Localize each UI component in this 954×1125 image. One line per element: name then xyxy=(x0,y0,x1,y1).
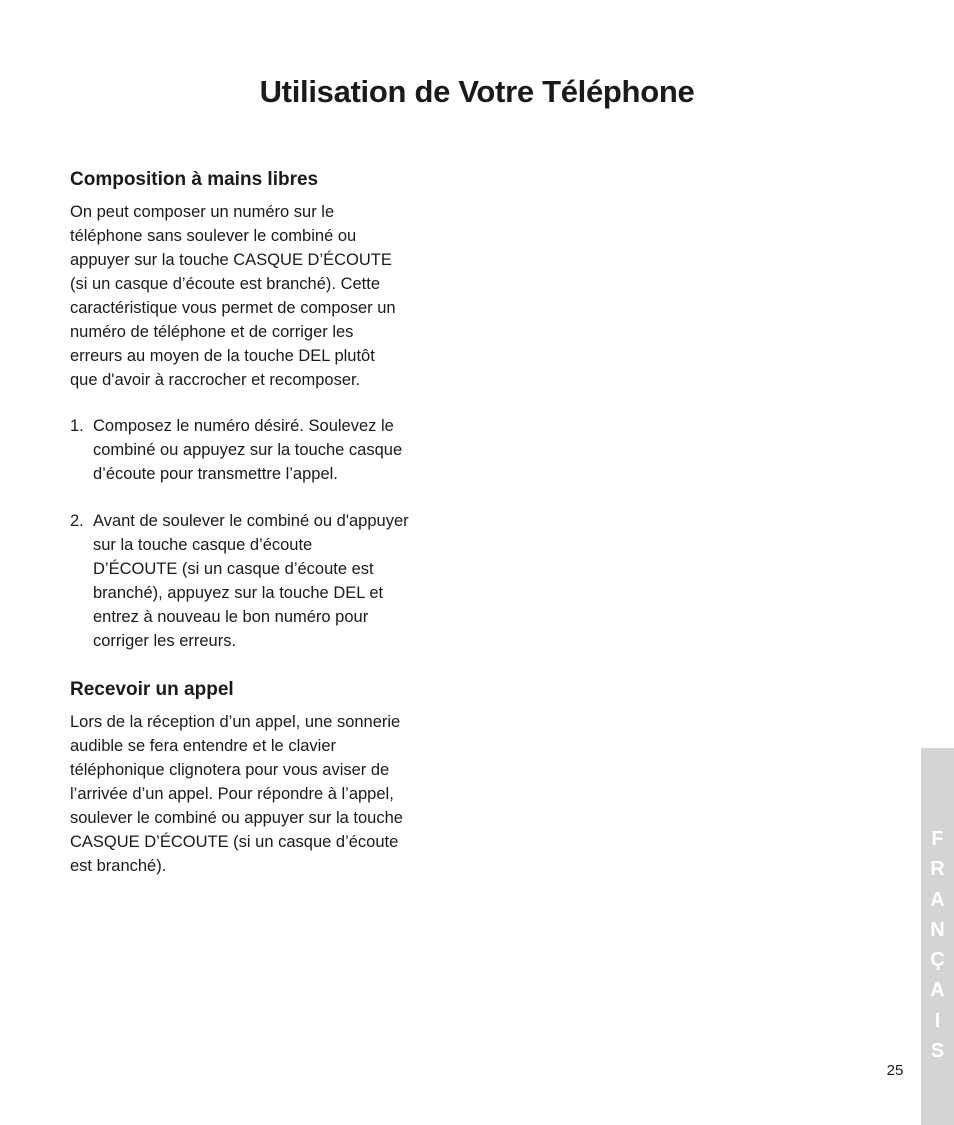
list-item xyxy=(70,509,460,653)
section-hands-free-dialing xyxy=(70,166,460,653)
page-number: 25 xyxy=(886,1062,904,1079)
step-text: Avant de soulever le combiné ou d'appuyer sur la touche casque d’écoute D’ÉCOUTE (si un casque d’écoute est branché), appuyez sur la touche DEL et entrez à nouveau le bon numéro pour corriger les erreurs. xyxy=(93,512,409,650)
side-letter: S xyxy=(930,1040,945,1063)
side-letter: N xyxy=(930,918,945,941)
step-text: Composez le numéro désiré. Soulevez le combiné ou appuyez sur la touche casque d’écoute pour transmettre l’appel. xyxy=(93,417,403,483)
section-heading-receiving-call: Recevoir un appel xyxy=(70,679,234,700)
side-letter: I xyxy=(934,1009,941,1032)
steps-list xyxy=(70,414,460,653)
step-number: 1. xyxy=(70,417,84,435)
side-letter: Ç xyxy=(930,949,945,972)
side-letter: F xyxy=(931,828,944,850)
side-letter: R xyxy=(930,858,945,881)
section-heading-hands-free: Composition à mains libres xyxy=(70,169,319,190)
intro-paragraph: On peut composer un numéro sur le téléphone sans soulever le combiné ou appuyer sur la touche CASQUE D’ÉCOUTE (si un casque d’écoute est branché). Cette caractéristique vous permet de composer un numéro de téléphone et de corriger les erreurs au moyen de la touche DEL plutôt que d'avoir à raccrocher et recomposer. xyxy=(70,203,396,389)
receiving-call-paragraph: Lors de la réception d’un appel, une sonnerie audible se fera entendre et le clavier téléphonique clignotera pour vous aviser de l’arrivée d’un appel. Pour répondre à l’appel, soulever le combiné ou appuyer sur la touche CASQUE D’ÉCOUTE (si un casque d’écoute est branché). xyxy=(70,713,403,875)
section-receiving-call xyxy=(70,676,460,878)
step-number: 2. xyxy=(70,512,84,530)
side-letter: A xyxy=(930,979,945,1002)
list-item xyxy=(70,414,460,486)
main-column xyxy=(70,166,460,878)
page-title: Utilisation de Votre Téléphone xyxy=(259,74,695,109)
language-label xyxy=(921,824,954,1066)
language-side-tab xyxy=(921,748,954,1125)
side-letter: A xyxy=(930,888,945,911)
